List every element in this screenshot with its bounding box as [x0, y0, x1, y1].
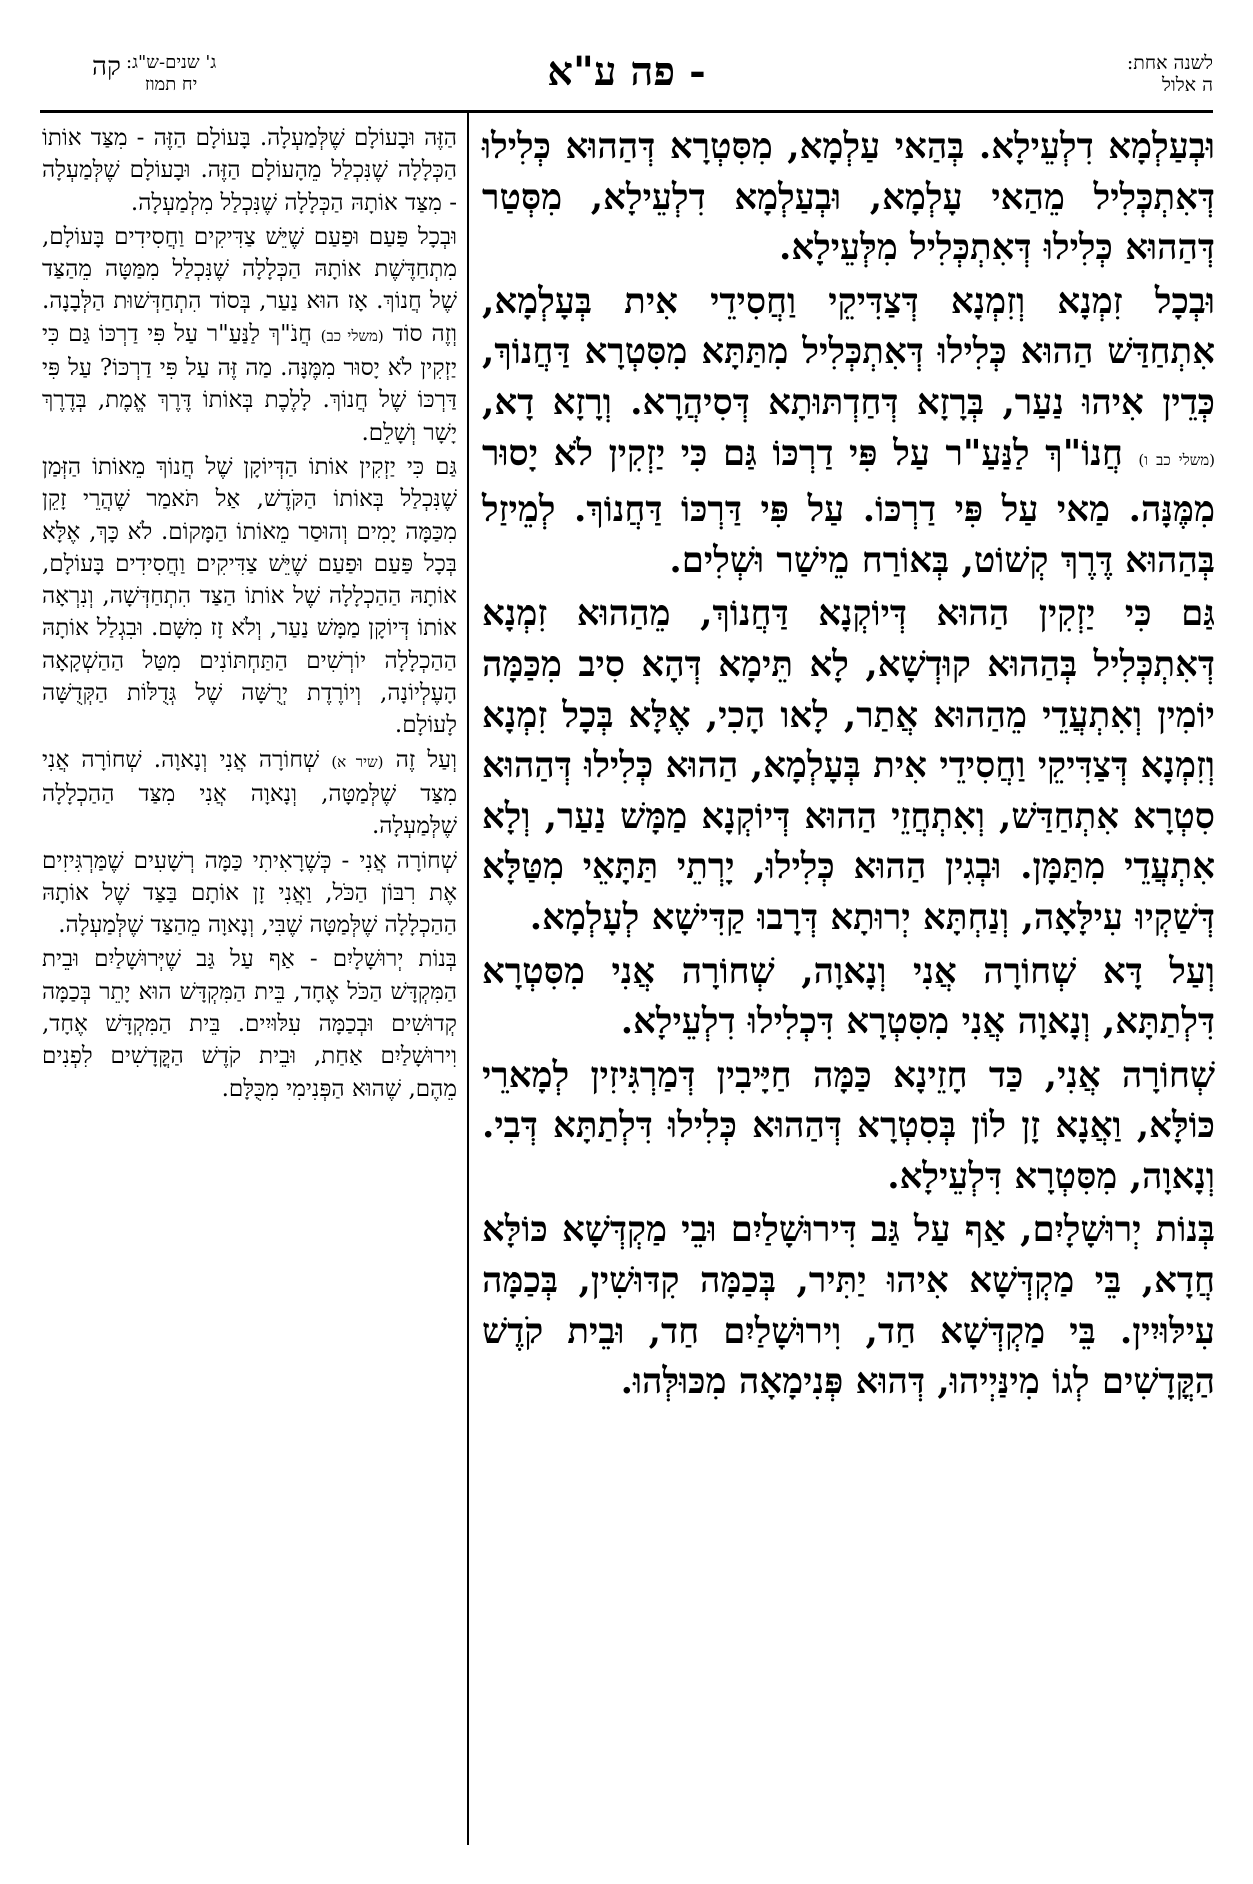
side-paragraph-1: הַזֶּה וּבָעוֹלָם שֶׁלְּמַעְלָה. בָּעוֹלָם הַזֶּה - מִצַּד אוֹתוֹ הַכְּלָלָה שֶׁנִּכְלַל מֵהָעוֹלָם הַזֶּה. וּבָעוֹלָם שֶׁלְּמַעְלָה - מִצַּד אוֹתָהּ הַכְּלָלָה שֶׁנִּכְלַל מִלְמַעְלָה.: [42, 125, 457, 216]
column-divider: [467, 110, 469, 1845]
side-paragraph-2: [42, 221, 457, 449]
side-paragraph-4: [42, 744, 457, 843]
side-paragraph-6: בְּנוֹת יְרוּשָׁלָיִם - אַף עַל גַּב שֶׁיְּרוּשָׁלַיִם וּבֵית הַמִּקְדָּשׁ הַכֹּל אֶחָד, בֵּית הַמִּקְדָּשׁ הוּא יָתֵר בְּכַמָּה קְדוּשִׁים וּבְכַמָּה עִלּוּיִים. בֵּית הַמִּקְדָּשׁ אֶחָד, וִירוּשָׁלַיִם אַחַת, וּבֵית קֹדֶשׁ הַקֳּדָשִׁים לִפְנִים מֵהֶם, שֶׁהוּא הַפְּנִימִי מִכֻּלָּם.: [42, 946, 457, 1102]
main-paragraph-2-part-b: חֲנוֹ"ךְ לַנַּעַ"ר עַל פִּי דַרְכּוֹ גַּם כִּי יַזְקִין לֹא יָסוּר מִמֶּנָּה. מַאי עַל פִּי דַרְכּוֹ. עַל פִּי דַּרְכּוֹ דַּחֲנוֹךְ. לְמֵיזַל בְּהַהוּא דֶּרֶךְ קְשׁוֹט, בְּאוֹרַח מֵישַׁר וּשְׁלִים.: [482, 432, 1215, 581]
schedule-three-years-date: יח תמוז: [144, 74, 198, 95]
main-paragraph-3: גַּם כִּי יַזְקִין הַהוּא דְּיוֹקְנָא דַּחֲנוֹךְ, מֵהַהוּא זִמְנָא דְּאִתְכְּלִיל בְּהַהוּא קוּדְשָׁא, לָא תֵּימָא דְּהָא סִיב מִכַּמָּה יוֹמִין וְאִתְעֲדֵי מֵהַהוּא אֲתַר, לָאו הָכִי, אֶלָּא בְּכָל זִמְנָא וְזִמְנָא דְּצַדִּיקֵי וַחֲסִידֵי אִית בְּעָלְמָא, הַהוּא כְּלִילוּ דְּהַהוּא סִטְרָא אִתְחַדַּשׁ, וְאִתְחֲזֵי הַהוּא דְּיוֹקְנָא מַמָּשׁ נַעַר, וְלָא אִתְעֲדֵי מִתַּמָּן. וּבְגִין הַהוּא כְּלִילוּ, יָרְתֵי תַּתָּאֵי מִטַּלָּא דְּשַׁקְיוּ עִילָּאָה, וְנַחְתָּא יְרוּתָא דְּרָבוּ קַדִּישָׁא לְעָלְמָא.: [482, 593, 1215, 938]
side-paragraph-5: שְׁחוֹרָה אֲנִי - כְּשֶׁרָאִיתִי כַּמָּה רְשָׁעִים שֶׁמַּרְגִּיזִים אֶת רִבּוֹן הַכֹּל, וַאֲנִי זָן אוֹתָם בַּצַּד שֶׁל אוֹתָהּ הַהַכְלָלָה שֶׁלְּמַטָּה שֶׁבִּי, וְנָאוָה מֵהַצַּד שֶׁלְּמַעְלָה.: [42, 847, 457, 939]
hebrew-translation-column: [42, 122, 457, 1107]
side-paragraph-2-part-b: חֲנֹ"ךְ לַנַּעַ"ר עַל פִּי דַרְכּוֹ גַּם כִּי יַזְקִין לֹא יָסוּר מִמֶּנָּה. מַה זֶּה עַל פִּי דַרְכּוֹ? עַל פִּי דַּרְכּוֹ שֶׁל חֲנוֹךְ. לָלֶכֶת בְּאוֹתוֹ דֶּרֶךְ אֱמֶת, בְּדֶרֶךְ יָשָׁר וְשָׁלֵם.: [42, 320, 457, 446]
folio-title: - פה ע"א: [547, 48, 706, 95]
main-paragraph-5: שְׁחוֹרָה אֲנִי, כַּד חָזֵינָא כַּמָּה חַיָּיבִין דְּמַרְגִּיזִין לְמָארֵי כּוֹלָּא, וַאֲנָא זָן לוֹן בְּסִטְרָא דְּהַהוּא כְּלִילוּ דִּלְתַתָּא דְּבִי. וְנָאוָה, מִסִּטְרָא דִּלְעֵילָא.: [482, 1054, 1215, 1197]
main-paragraph-6: בְּנוֹת יְרוּשָׁלָיִם, אַף עַל גַּב דִּירוּשָׁלַיִם וּבֵי מַקְדְּשָׁא כּוֹלָּא חֲדָא, בֵּי מַקְדְּשָׁא אִיהוּ יַתִּיר, בְּכַמָּה קִדּוּשִׁין, בְּכַמָּה עִילּוּיִין. בֵּי מַקְדְּשָׁא חַד, וִירוּשָׁלַיִם חַד, וּבֵית קֹדֶשׁ הַקֳּדָשִׁים לְגוֹ מִינַּיְיהוּ, דְּהוּא פְּנִימָאָה מִכּוּלְּהוּ.: [482, 1209, 1215, 1403]
header-divider: [40, 110, 1213, 113]
page-number: קה: [92, 52, 121, 82]
verse-reference: (משלי כב): [320, 326, 384, 345]
aramaic-main-column: [482, 122, 1215, 1411]
study-schedule-three-years: [40, 52, 216, 96]
side-paragraph-2-part-a: וּבְכָל פַּעַם וּפַעַם שֶׁיֵּשׁ צַדִּיקִים וַחֲסִידִים בָּעוֹלָם, מִתְחַדֶּשֶׁת אוֹתָהּ הַכְּלָלָה שֶׁנִּכְלַל מִמַּטָּה מֵהַצַּד שֶׁל חֲנוֹךְ. אָז הוּא נַעַר, בְּסוֹד הִתְחַדְּשׁוּת הַלְּבָנָה. וְזֶה סוֹד: [42, 223, 457, 347]
main-paragraph-1: וּבְעַלְמָא דִלְעֵילָא. בְּהַאי עַלְמָא, מִסִּטְרָא דְּהַהוּא כְּלִילוּ דְּאִתְכְּלִיל מֵהַאי עָלְמָא, וּבְעַלְמָא דִלְעֵילָא, מִסְּטַר דְּהַהוּא כְּלִילוּ דְּאִתְכְּלִיל מִלְּעֵילָא.: [482, 126, 1215, 269]
main-paragraph-2-part-a: וּבְכָל זִמְנָא וְזִמְנָא דְּצַדִּיקֵי וַחֲסִידֵי אִית בְּעָלְמָא, אִתְחַדַּשׁ הַהוּא כְּלִילוּ דְּאִתְכְּלִיל מִתַּתָּא מִסִּטְרָא דַּחֲנוֹךְ, כְּדֵין אִיהוּ נַעַר, בְּרָזָא דְּחַדְתּוּתָא דְּסִיהֲרָא. וְרָזָא דָא,: [482, 280, 1215, 423]
verse-reference: (משלי כב ו): [1138, 450, 1215, 469]
schedule-one-year-date: ה אלול: [1161, 74, 1213, 96]
side-paragraph-3: גַּם כִּי יַזְקִין אוֹתוֹ הַדְּיוֹקָן שֶׁל חֲנוֹךְ מֵאוֹתוֹ הַזְּמַן שֶׁנִּכְלַל בְּאוֹתוֹ הַקֹּדֶשׁ, אַל תֹּאמַר שֶׁהֲרֵי זָקֵן מִכַּמָּה יָמִים וְהוּסַר מֵאוֹתוֹ הַמָּקוֹם. לֹא כָּךְ, אֶלָּא בְּכָל פַּעַם וּפַעַם שֶׁיֵּשׁ צַדִּיקִים וַחֲסִידִים בָּעוֹלָם, אוֹתָהּ הַהַכְלָלָה שֶׁל אוֹתוֹ הַצַּד הִתְחַדְּשָׁה, וְנִרְאָה אוֹתוֹ דְּיוֹקָן מַמָּשׁ נַעַר, וְלֹא זָז מִשָּׁם. וּבִגְלַל אוֹתָהּ הַהַכְלָלָה יוֹרְשִׁים הַתַּחְתּוֹנִים מִטַּל הַהַשְׁקָאָה הָעֶלְיוֹנָה, וְיוֹרֶדֶת יְרֻשָּׁה שֶׁל גְּדֻלּוֹת הַקְּדֻשָּׁה לָעוֹלָם.: [42, 453, 457, 739]
schedule-three-years-label: ג' שנים-ש"ג:: [125, 52, 217, 73]
main-paragraph-2: [482, 277, 1215, 587]
side-paragraph-4-part-a: וְעַל זֶה: [395, 746, 458, 773]
verse-reference: (שיר א): [331, 752, 384, 771]
side-paragraph-4-part-b: שְׁחוֹרָה אֲנִי וְנָאוָה. שְׁחוֹרָה אֲנִי מִצַּד שֶׁלְּמַטָּה, וְנָאוָה אֲנִי מִצַּד הַהַכְלָלָה שֶׁלְּמַעְלָה.: [42, 746, 457, 840]
main-paragraph-4: וְעַל דָּא שְׁחוֹרָה אֲנִי וְנָאוָה, שְׁחוֹרָה אֲנִי מִסִּטְרָא דִּלְתַתָּא, וְנָאוָה אֲנִי מִסִּטְרָא דִּכְלִילוּ דִלְעֵילָא.: [482, 950, 1215, 1043]
schedule-one-year-label: לשנה אחת:: [1126, 52, 1213, 74]
